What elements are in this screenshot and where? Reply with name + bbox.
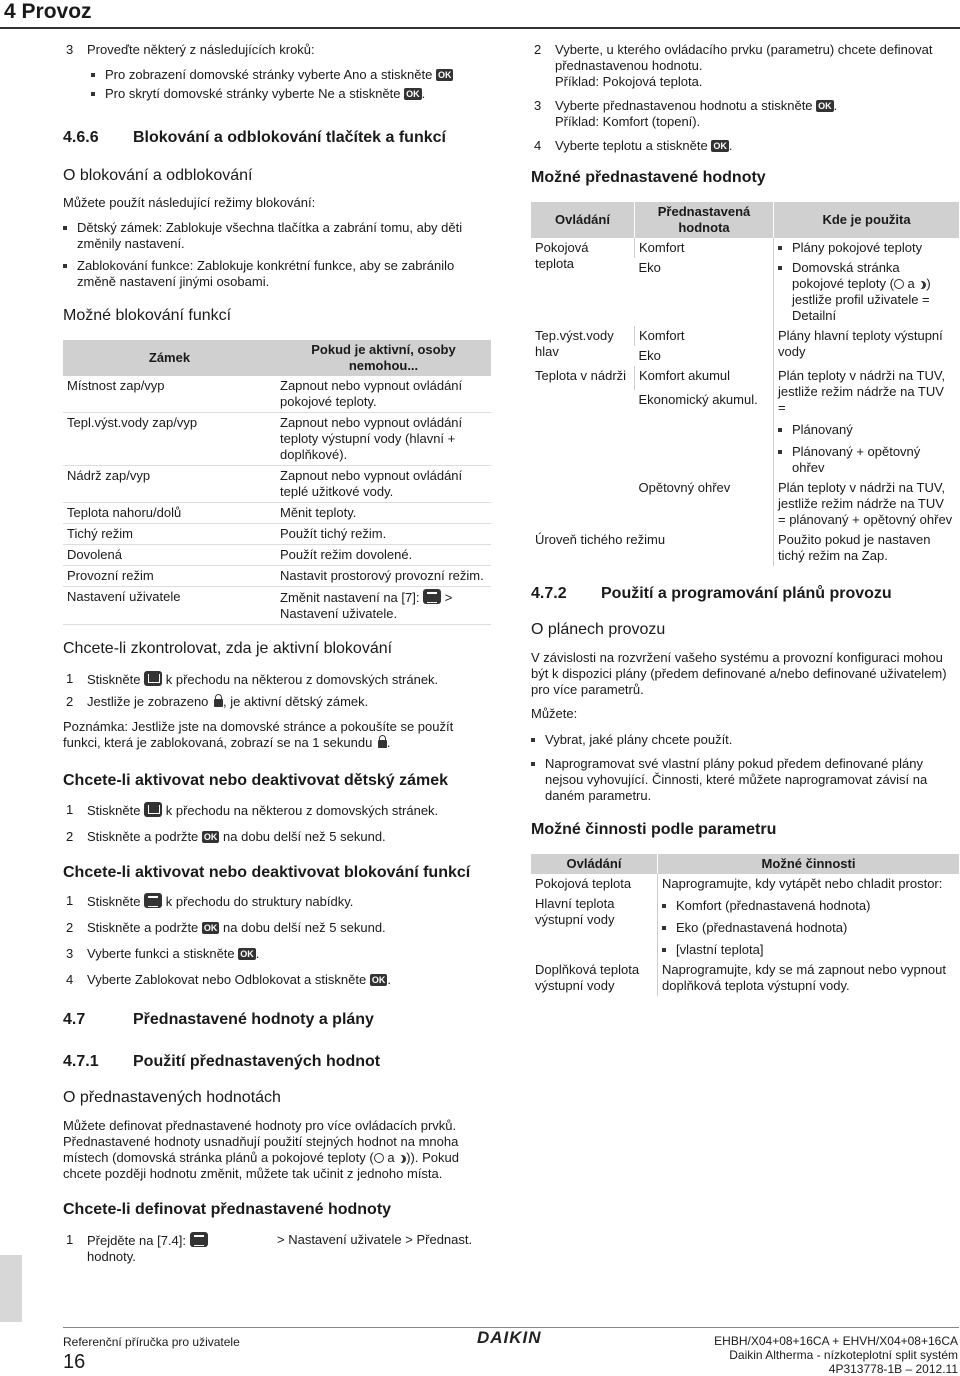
step-text: Stiskněte bbox=[87, 803, 141, 818]
table-cell bbox=[276, 587, 491, 625]
list-item: Naprogramovat své vlastní plány pokud předem definované plány nejsou vyhovující. Činnosti, které můžete naprogramovat závisí na daném parametru. bbox=[531, 756, 959, 804]
step-text: Stiskněte a podržte bbox=[87, 920, 199, 935]
home-icon bbox=[144, 802, 162, 817]
table-header: Možné činnosti bbox=[658, 854, 960, 874]
list-item: Eko (přednastavená hodnota) bbox=[662, 920, 955, 936]
table-row bbox=[63, 413, 491, 466]
table-cell: Měnit teploty. bbox=[276, 503, 491, 524]
table-header: Zámek bbox=[63, 340, 276, 376]
table-cell: Eko bbox=[638, 348, 661, 363]
step-number: 2 bbox=[534, 42, 542, 57]
subsection-title: Chcete-li zkontrolovat, zda je aktivní blokování bbox=[63, 640, 393, 657]
table-cell: Zapnout nebo vypnout ovládání pokojové teploty. bbox=[276, 376, 491, 413]
lock-icon bbox=[214, 699, 223, 707]
step-example: Příklad: Komfort (topení). bbox=[555, 114, 701, 129]
note-text: Poznámka: Jestliže jste na domovské stránce a pokoušíte se použít funkci, která je zablokovaná, zobrazí se na 1 sekundu bbox=[63, 719, 454, 750]
step-text: k přechodu na některou z domovských stránek. bbox=[165, 803, 439, 818]
list-item-end: . bbox=[421, 86, 426, 101]
table-row bbox=[531, 530, 959, 566]
step-text: Stiskněte bbox=[87, 894, 141, 909]
subsection-title: O plánech provozu bbox=[531, 621, 666, 638]
list-item bbox=[91, 67, 491, 83]
step-text: Vyberte teplotu a stiskněte bbox=[555, 138, 708, 153]
subsection-title: O přednastavených hodnotách bbox=[63, 1089, 281, 1106]
list-item-text: Domovská stránka pokojové teploty ( bbox=[792, 260, 900, 291]
step-2 bbox=[63, 829, 491, 845]
footer-docnum: 4P313778-1B – 2012.11 bbox=[828, 1362, 958, 1376]
table-cell bbox=[774, 238, 960, 258]
step-text: Stiskněte bbox=[87, 672, 141, 687]
footer-doc-info bbox=[714, 1334, 958, 1376]
cell-text: Hlavní teplota výstupní vody bbox=[535, 896, 615, 927]
paragraph: Můžete: bbox=[531, 706, 578, 721]
ok-button-icon: OK bbox=[818, 101, 832, 111]
table-cell: Tep.výst.vody hlav bbox=[535, 328, 614, 359]
table-cell: Pokojová teplota bbox=[535, 240, 589, 271]
table-row bbox=[531, 874, 959, 960]
subsection-title: Možné činnosti podle parametru bbox=[531, 821, 777, 838]
step-text: hodnoty. bbox=[87, 1249, 136, 1264]
step-text: . bbox=[387, 972, 391, 987]
section-heading-4-7-1 bbox=[63, 1052, 491, 1072]
step-number: 2 bbox=[66, 920, 74, 935]
step-number: 1 bbox=[66, 671, 74, 686]
table-cell: Komfort bbox=[635, 238, 774, 258]
table-cell: Provozní režim bbox=[63, 566, 276, 587]
step-number: 2 bbox=[66, 829, 74, 844]
table-cell: Teplota nahoru/dolů bbox=[63, 503, 276, 524]
home-icon bbox=[144, 671, 162, 686]
left-column bbox=[63, 42, 491, 1265]
step-text: na dobu delší než 5 sekund. bbox=[223, 829, 386, 844]
table-cell: Ekonomický akumul. bbox=[638, 392, 758, 407]
step-1 bbox=[63, 893, 491, 910]
step-text: , je aktivní dětský zámek. bbox=[223, 694, 369, 709]
section-heading-4-7-2 bbox=[531, 584, 959, 604]
footer-doc-label: Referenční příručka pro uživatele bbox=[63, 1335, 240, 1349]
subsection-title: Chcete-li aktivovat nebo deaktivovat blokování funkcí bbox=[63, 864, 471, 881]
section-title: Blokování a odblokování tlačítek a funkcí bbox=[133, 129, 446, 146]
table-cell: Nádrž zap/vyp bbox=[63, 466, 276, 503]
table-row bbox=[63, 566, 491, 587]
list-item: Plánovaný bbox=[778, 422, 955, 438]
footer-model: EHBH/X04+08+16CA + EHVH/X04+08+16CA bbox=[714, 1334, 958, 1348]
section-number: 4.7 bbox=[63, 1011, 86, 1028]
presets-table bbox=[531, 202, 959, 566]
sun-icon bbox=[894, 279, 904, 289]
table-cell: Eko bbox=[638, 260, 661, 275]
list-item-text: a bbox=[907, 276, 915, 291]
subsection-title: Možné blokování funkcí bbox=[63, 307, 232, 324]
actions-table bbox=[531, 854, 959, 996]
paragraph-text: a bbox=[387, 1150, 395, 1165]
moon-icon bbox=[398, 1155, 406, 1163]
menu-path: > Nastavení uživatele > Přednast. bbox=[277, 1232, 473, 1247]
paragraph-text: )). Pokud chcete později hodnotu změnit, můžete tak učinit z jednoho místa. bbox=[63, 1150, 459, 1181]
table-cell: Naprogramujte, kdy se má zapnout nebo vypnout doplňková teplota výstupní vody. bbox=[658, 960, 960, 996]
list-item: Zablokování funkce: Zablokuje konkrétní funkce, aby se zabránilo změně nastavení jinými osobami. bbox=[63, 258, 491, 290]
step-text: Vyberte Zablokovat nebo Odblokovat a stiskněte bbox=[87, 972, 367, 987]
step-text: k přechodu do struktury nabídky. bbox=[165, 894, 354, 909]
step-text: Vyberte, u kterého ovládacího prvku (parametru) chcete definovat přednastavenou hodnotu. bbox=[555, 42, 933, 73]
table-header: Pokud je aktivní, osoby nemohou... bbox=[276, 340, 491, 376]
cell-text-tail: > Nastavení uživatele. bbox=[280, 590, 453, 621]
cell-text: Plán teploty v nádrži na TUV, jestliže režim nádrže na TUV = bbox=[778, 368, 945, 415]
lock-icon bbox=[378, 740, 387, 748]
step-example: Příklad: Pokojová teplota. bbox=[555, 74, 703, 89]
table-cell: Zapnout nebo vypnout ovládání teplé užitkové vody. bbox=[276, 466, 491, 503]
table-row bbox=[531, 960, 959, 996]
subsection-title: O blokování a odblokování bbox=[63, 167, 253, 184]
list-item: [vlastní teplota] bbox=[662, 942, 955, 958]
ok-button-icon: OK bbox=[371, 975, 386, 985]
step-2 bbox=[63, 694, 491, 710]
table-cell: Zapnout nebo vypnout ovládání teploty výstupní vody (hlavní + doplňkové). bbox=[276, 413, 491, 466]
section-heading-4-6-6 bbox=[63, 128, 491, 148]
header-rule bbox=[0, 27, 960, 29]
table-row bbox=[531, 238, 959, 258]
step-1 bbox=[63, 1232, 491, 1265]
step-3: 3 Vyberte přednastavenou hodnotu a stiskněte OK . Příklad: Komfort (topení). bbox=[534, 98, 838, 129]
step-text: Vyberte funkci a stiskněte bbox=[87, 946, 235, 961]
table-cell: Komfort bbox=[635, 326, 774, 346]
ok-button-icon: OK bbox=[437, 70, 452, 80]
ok-button-icon: OK bbox=[240, 949, 254, 959]
table-cell bbox=[531, 874, 658, 960]
section-number: 4.7.2 bbox=[531, 585, 567, 602]
paragraph: Můžete použít následující režimy blokování: bbox=[63, 195, 316, 210]
section-heading-4-7 bbox=[63, 1010, 491, 1030]
step-number: 1 bbox=[66, 802, 74, 817]
list-item bbox=[778, 260, 955, 324]
footer-product: Daikin Altherma - nízkoteplotní split systém bbox=[729, 1348, 958, 1362]
list-item: Plánovaný + opětovný ohřev bbox=[778, 444, 955, 476]
table-cell: Komfort akumul bbox=[635, 366, 774, 390]
table-cell: Použito pokud je nastaven tichý režim na Zap. bbox=[774, 530, 960, 566]
step-1 bbox=[63, 802, 491, 819]
table-row bbox=[63, 545, 491, 566]
table-header: Přednastavená hodnota bbox=[635, 202, 774, 238]
cell-text: Změnit nastavení na [7]: bbox=[280, 590, 420, 605]
list-item: Dětský zámek: Zablokuje všechna tlačítka a zabrání tomu, aby děti změnily nastavení. bbox=[63, 220, 491, 252]
step-text: Proveďte některý z následujících kroků: bbox=[87, 42, 315, 57]
table-row bbox=[63, 466, 491, 503]
list-item: Vybrat, jaké plány chcete použít. bbox=[531, 732, 959, 748]
table-header: Ovládání bbox=[531, 854, 658, 874]
lock-table bbox=[63, 340, 491, 625]
page-number: 16 bbox=[63, 1351, 86, 1373]
step-number: 3 bbox=[66, 42, 74, 57]
right-column bbox=[531, 42, 959, 996]
paragraph-text: Můžete definovat přednastavené hodnoty pro více ovládacích prvků. Přednastavené hodnoty usnadňují použití stejných hodnot na mnoha místech (domovská stránka plánů a pokojové teploty ( bbox=[63, 1118, 459, 1165]
step-text: Přejděte na [7.4]: bbox=[87, 1233, 187, 1248]
menu-icon bbox=[423, 589, 441, 604]
sun-icon bbox=[374, 1153, 384, 1163]
step-4: 4 Vyberte teplotu a stiskněte OK . bbox=[534, 138, 733, 153]
table-cell: Použít tichý režim. bbox=[276, 524, 491, 545]
list-item: Komfort (přednastavená hodnota) bbox=[662, 898, 955, 914]
table-row bbox=[63, 524, 491, 545]
ok-button-icon: OK bbox=[713, 141, 727, 151]
table-cell: Nastavit prostorový provozní režim. bbox=[276, 566, 491, 587]
step-number: 1 bbox=[66, 1232, 74, 1247]
step-number: 4 bbox=[534, 138, 542, 153]
table-cell bbox=[658, 874, 960, 960]
step-2 bbox=[63, 920, 491, 936]
step-number: 3 bbox=[66, 946, 74, 961]
step-number: 2 bbox=[66, 694, 74, 709]
table-cell: Teplota v nádrži bbox=[535, 368, 627, 383]
table-header: Ovládání bbox=[531, 202, 635, 238]
cell-text: Naprogramujte, kdy vytápět nebo chladit prostor: bbox=[662, 876, 943, 891]
table-cell: Dovolená bbox=[63, 545, 276, 566]
side-tab-marker bbox=[0, 1255, 22, 1322]
section-number: 4.6.6 bbox=[63, 129, 99, 146]
table-cell bbox=[774, 258, 960, 326]
table-header: Kde je použita bbox=[774, 202, 960, 238]
table-cell: Plány hlavní teploty výstupní vody bbox=[774, 326, 960, 366]
table-cell: Plán teploty v nádrži na TUV, jestliže režim nádrže na TUV = plánovaný + opětovný ohřev bbox=[774, 478, 960, 530]
table-cell: Tichý režim bbox=[63, 524, 276, 545]
section-title: Použití přednastavených hodnot bbox=[133, 1053, 381, 1070]
table-cell: Nastavení uživatele bbox=[63, 587, 276, 625]
subsection-title: Chcete-li aktivovat nebo deaktivovat dětský zámek bbox=[63, 772, 449, 789]
menu-icon bbox=[190, 1232, 208, 1247]
table-cell: Místnost zap/vyp bbox=[63, 376, 276, 413]
step-text: . bbox=[255, 946, 260, 961]
ok-button-icon: OK bbox=[203, 832, 218, 842]
section-title: Přednastavené hodnoty a plány bbox=[133, 1011, 374, 1028]
ok-button-icon: OK bbox=[203, 923, 218, 933]
step-number: 4 bbox=[66, 972, 74, 987]
list-item: Plány pokojové teploty bbox=[778, 240, 955, 256]
step-3 bbox=[63, 42, 491, 58]
list-item bbox=[91, 86, 491, 102]
table-row bbox=[63, 587, 491, 625]
subsection-title: Možné přednastavené hodnoty bbox=[531, 169, 766, 186]
step-text: Stiskněte a podržte bbox=[87, 829, 199, 844]
step-text: na dobu delší než 5 sekund. bbox=[223, 920, 386, 935]
step-text: Jestliže je zobrazeno bbox=[87, 694, 209, 709]
table-row bbox=[63, 376, 491, 413]
cell-text: Pokojová teplota bbox=[535, 876, 632, 891]
table-row bbox=[63, 503, 491, 524]
table-row bbox=[531, 366, 959, 390]
table-cell: Použít režim dovolené. bbox=[276, 545, 491, 566]
paragraph bbox=[63, 1118, 491, 1182]
table-cell: Opětovný ohřev bbox=[638, 480, 731, 495]
step-4 bbox=[63, 972, 491, 988]
step-text: k přechodu na některou z domovských stránek. bbox=[165, 672, 439, 687]
step-text: Vyberte přednastavenou hodnotu a stiskněte bbox=[555, 98, 813, 113]
daikin-logo: DAIKIN bbox=[477, 1328, 542, 1347]
table-cell: Doplňková teplota výstupní vody bbox=[535, 962, 640, 993]
step-1 bbox=[63, 671, 491, 688]
page-header-title: 4 Provoz bbox=[4, 0, 92, 23]
list-item-text: ) jestliže profil uživatele = Detailní bbox=[792, 276, 931, 323]
step-number: 1 bbox=[66, 893, 74, 908]
step-number: 3 bbox=[534, 98, 542, 113]
list-item-text: Pro skrytí domovské stránky vyberte Ne a stiskněte bbox=[105, 86, 401, 101]
table-cell: Úroveň tichého režimu bbox=[535, 532, 666, 547]
section-title: Použití a programování plánů provozu bbox=[601, 585, 892, 602]
menu-icon bbox=[144, 893, 162, 908]
table-row bbox=[531, 326, 959, 346]
section-number: 4.7.1 bbox=[63, 1053, 99, 1070]
list-item-text: Pro zobrazení domovské stránky vyberte Ano a stiskněte bbox=[105, 67, 433, 82]
paragraph: V závislosti na rozvržení vašeho systému a provozní konfiguraci mohou být k dispozici plány (předem definované a/nebo definované uživatelem) pro více parametrů. bbox=[531, 650, 947, 697]
step-2 bbox=[531, 42, 959, 90]
note: Poznámka: Jestliže jste na domovské stránce a pokoušíte se použít funkci, která je zablokovaná, zobrazí se na 1 sekundu . bbox=[63, 719, 454, 750]
table-cell bbox=[774, 366, 960, 478]
step-3 bbox=[63, 946, 491, 962]
table-cell: Tepl.výst.vody zap/vyp bbox=[63, 413, 276, 466]
subsection-title: Chcete-li definovat přednastavené hodnoty bbox=[63, 1201, 392, 1218]
ok-button-icon: OK bbox=[406, 89, 420, 99]
